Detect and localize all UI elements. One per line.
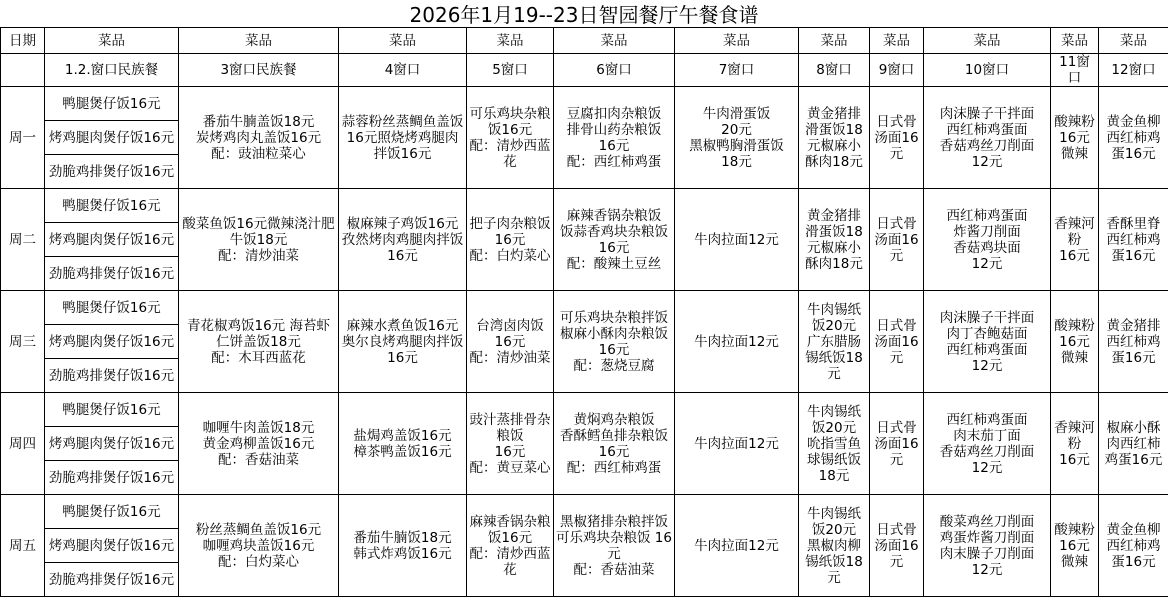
menu-cell-text: 黄金猪排滑蛋饭18元椒麻小酥肉18元 [805,207,863,272]
menu-cell [339,87,467,189]
menu-cell [870,393,924,495]
menu-cell-text: 麻辣香锅杂粮饭16元 配：清炒西蓝花 [469,513,551,578]
menu-cell [1051,393,1099,495]
menu-cell-text: 台湾卤肉饭 16元 配：清炒油菜 [469,317,551,366]
day-label: 周三 [1,291,45,393]
claypot-item: 烤鸡腿肉煲仔饭16元 [45,121,179,155]
menu-cell-text: 西红柿鸡蛋面 肉末茄丁面 香菇鸡丝刀削面 12元 [939,411,1035,476]
day-label: 周四 [1,393,45,495]
table-row [1,291,1168,325]
menu-cell-text: 日式骨汤面16元 [874,215,919,264]
menu-cell-text: 黄金猪排西红柿鸡蛋16元 [1106,317,1161,366]
menu-cell [467,87,554,189]
menu-cell-text: 牛肉锡纸饭20元 广东腊肠锡纸饭18元 [805,301,863,382]
menu-cell [179,87,339,189]
claypot-item: 劲脆鸡排煲仔饭16元 [45,461,179,495]
claypot-item: 鸭腿煲仔饭16元 [45,87,179,121]
menu-cell [1051,87,1099,189]
window-header: 11窗口 [1051,54,1099,87]
menu-cell-text: 可乐鸡块杂粮拌饭椒麻小酥肉杂粮饭 16元 配：葱烧豆腐 [560,309,668,374]
menu-cell [675,189,799,291]
dish-header: 菜品 [554,28,675,54]
menu-cell [339,291,467,393]
menu-cell [799,87,870,189]
menu-cell-text: 酸辣粉 16元 微辣 [1054,521,1095,570]
menu-cell [1099,393,1168,495]
menu-cell [554,291,675,393]
claypot-item: 烤鸡腿肉煲仔饭16元 [45,223,179,257]
dish-header: 菜品 [870,28,924,54]
menu-cell [179,495,339,597]
menu-cell-text: 牛肉拉面12元 [694,537,779,554]
menu-cell [870,87,924,189]
window-header: 5窗口 [467,54,554,87]
dish-header: 菜品 [467,28,554,54]
menu-cell-text: 香酥里脊西红柿鸡蛋16元 [1106,215,1161,264]
menu-cell-text: 牛肉拉面12元 [694,231,779,248]
menu-cell-text: 椒麻辣子鸡饭16元孜然烤肉鸡腿肉拌饭16元 [341,215,464,264]
dish-header: 菜品 [799,28,870,54]
menu-cell-text: 日式骨汤面16元 [874,419,919,468]
menu-cell [554,87,675,189]
window-header: 4窗口 [339,54,467,87]
menu-cell [467,393,554,495]
header-row-windows [1,54,1168,87]
menu-cell [675,87,799,189]
menu-cell-text: 把子肉杂粮饭16元 配：白灼菜心 [469,215,551,264]
menu-cell-text: 黄金猪排滑蛋饭18元椒麻小酥肉18元 [805,105,863,170]
menu-cell-text: 肉沫臊子干拌面 西红柿鸡蛋面 香菇鸡丝刀削面 12元 [939,105,1035,170]
window-header: 6窗口 [554,54,675,87]
menu-cell [179,291,339,393]
menu-cell [1051,291,1099,393]
day-label: 周二 [1,189,45,291]
menu-cell-text: 青花椒鸡饭16元 海苔虾仁饼盖饭18元 配：木耳西蓝花 [187,317,330,366]
menu-cell [1099,291,1168,393]
menu-cell-text: 西红柿鸡蛋面 炸酱刀削面 香菇鸡块面 12元 [946,207,1028,272]
menu-cell-text: 日式骨汤面16元 [874,317,919,366]
menu-cell-text: 黄金鱼柳西红柿鸡蛋16元 [1106,521,1161,570]
header-row-dishes [1,28,1168,54]
window-header: 12窗口 [1099,54,1168,87]
dish-header: 菜品 [924,28,1051,54]
menu-cell-text: 黄焖鸡杂粮饭 香酥鳕鱼排杂粮饭 16元 配：西红柿鸡蛋 [560,411,668,476]
dish-header: 菜品 [45,28,179,54]
menu-cell [1099,87,1168,189]
menu-cell [467,291,554,393]
menu-cell-text: 酸菜鱼饭16元微辣浇汁肥牛饭18元 配：清炒油菜 [182,215,335,264]
menu-cell-text: 香辣河粉 16元 [1054,419,1095,468]
menu-cell-text: 黄金鱼柳西红柿鸡蛋16元 [1106,113,1161,162]
menu-cell-text: 牛肉拉面12元 [694,333,779,350]
menu-cell [1099,189,1168,291]
dish-header: 菜品 [1051,28,1099,54]
menu-cell-text: 咖喱牛肉盖饭18元 黄金鸡柳盖饭16元 配：香菇油菜 [202,419,315,468]
menu-cell [467,495,554,597]
menu-cell [554,189,675,291]
menu-table [0,27,1168,597]
date-header-blank [1,54,45,87]
dish-header: 菜品 [179,28,339,54]
table-row [1,189,1168,223]
menu-cell-text: 日式骨汤面16元 [874,521,919,570]
menu-cell-text: 豉汁蒸排骨杂粮饭 16元 配：黄豆菜心 [469,411,551,476]
menu-cell-text: 酸辣粉 16元 微辣 [1054,113,1095,162]
claypot-item: 劲脆鸡排煲仔饭16元 [45,563,179,597]
window-header: 3窗口民族餐 [179,54,339,87]
menu-cell-text: 盐焗鸡盖饭16元 樟茶鸭盖饭16元 [353,427,452,460]
menu-cell [339,189,467,291]
menu-cell [675,393,799,495]
menu-cell [179,189,339,291]
window-header: 1.2.窗口民族餐 [45,54,179,87]
menu-cell-text: 粉丝蒸鲷鱼盖饭16元 咖喱鸡块盖饭16元 配：白灼菜心 [195,521,322,570]
window-header: 7窗口 [675,54,799,87]
menu-cell [799,189,870,291]
dish-header: 菜品 [675,28,799,54]
menu-cell [675,495,799,597]
date-header: 日期 [1,28,45,54]
menu-cell-text: 酸菜鸡丝刀削面 鸡蛋炸酱刀削面 肉末臊子刀削面 12元 [939,513,1035,578]
dish-header: 菜品 [339,28,467,54]
menu-cell-text: 豆腐扣肉杂粮饭 排骨山药杂粮饭 16元 配：西红柿鸡蛋 [566,105,662,170]
day-label: 周五 [1,495,45,597]
menu-cell-text: 牛肉滑蛋饭 20元 黑椒鸭胸滑蛋饭 18元 [689,105,784,170]
claypot-item: 烤鸡腿肉煲仔饭16元 [45,427,179,461]
menu-cell-text: 可乐鸡块杂粮饭16元 配：清炒西蓝花 [469,105,551,170]
menu-cell [924,291,1051,393]
menu-cell [799,291,870,393]
menu-cell-text: 麻辣香锅杂粮饭 饭蒜香鸡块杂粮饭 16元 配：酸辣土豆丝 [560,207,668,272]
claypot-item: 鸭腿煲仔饭16元 [45,291,179,325]
claypot-item: 鸭腿煲仔饭16元 [45,495,179,529]
menu-cell-text: 麻辣水煮鱼饭16元奥尔良烤鸡腿肉拌饭16元 [341,317,464,366]
menu-cell [179,393,339,495]
claypot-item: 劲脆鸡排煲仔饭16元 [45,155,179,189]
menu-cell [554,393,675,495]
menu-cell [870,495,924,597]
table-row [1,87,1168,121]
window-header: 9窗口 [870,54,924,87]
claypot-item: 劲脆鸡排煲仔饭16元 [45,359,179,393]
menu-cell-text: 牛肉拉面12元 [694,435,779,452]
table-row [1,393,1168,427]
menu-cell [799,495,870,597]
menu-cell [924,393,1051,495]
menu-cell-text: 番茄牛腩饭18元 韩式炸鸡饭16元 [353,529,452,562]
menu-cell-text: 肉沫臊子干拌面 肉丁杏鲍菇面 西红柿鸡蛋面 12元 [939,309,1035,374]
menu-cell [1099,495,1168,597]
menu-cell-text: 牛肉锡纸饭20元 吮指雪鱼球锡纸饭 18元 [807,403,861,484]
claypot-item: 烤鸡腿肉煲仔饭16元 [45,325,179,359]
menu-cell [675,291,799,393]
menu-cell-text: 黑椒猪排杂粮拌饭可乐鸡块杂粮饭 16元 配：香菇油菜 [556,513,672,578]
window-header: 10窗口 [924,54,1051,87]
menu-cell [924,189,1051,291]
menu-cell-text: 日式骨汤面16元 [874,113,919,162]
day-label: 周一 [1,87,45,189]
menu-cell [1051,495,1099,597]
menu-cell [554,495,675,597]
menu-cell-text: 椒麻小酥肉西红柿鸡蛋16元 [1104,419,1163,468]
menu-cell [339,495,467,597]
claypot-item: 鸭腿煲仔饭16元 [45,189,179,223]
window-header: 8窗口 [799,54,870,87]
menu-cell-text: 牛肉锡纸饭20元 黑椒肉柳锡纸饭18元 [805,505,863,586]
menu-cell [924,495,1051,597]
menu-cell-text: 酸辣粉 16元 微辣 [1054,317,1095,366]
menu-cell [870,291,924,393]
menu-cell-text: 番茄牛腩盖饭18元 炭烤鸡肉丸盖饭16元 配：豉油粒菜心 [195,113,322,162]
menu-cell-text: 蒜蓉粉丝蒸鲷鱼盖饭16元照烧烤鸡腿肉拌饭16元 [341,113,464,162]
menu-cell [467,189,554,291]
menu-cell-text: 香辣河粉 16元 [1054,215,1095,264]
menu-cell [924,87,1051,189]
claypot-item: 劲脆鸡排煲仔饭16元 [45,257,179,291]
menu-cell [799,393,870,495]
claypot-item: 烤鸡腿肉煲仔饭16元 [45,529,179,563]
page-title: 2026年1月19--23日智园餐厅午餐食谱 [409,3,759,27]
dish-header: 菜品 [1099,28,1168,54]
menu-cell [339,393,467,495]
menu-cell [870,189,924,291]
menu-cell [1051,189,1099,291]
table-row [1,495,1168,529]
claypot-item: 鸭腿煲仔饭16元 [45,393,179,427]
